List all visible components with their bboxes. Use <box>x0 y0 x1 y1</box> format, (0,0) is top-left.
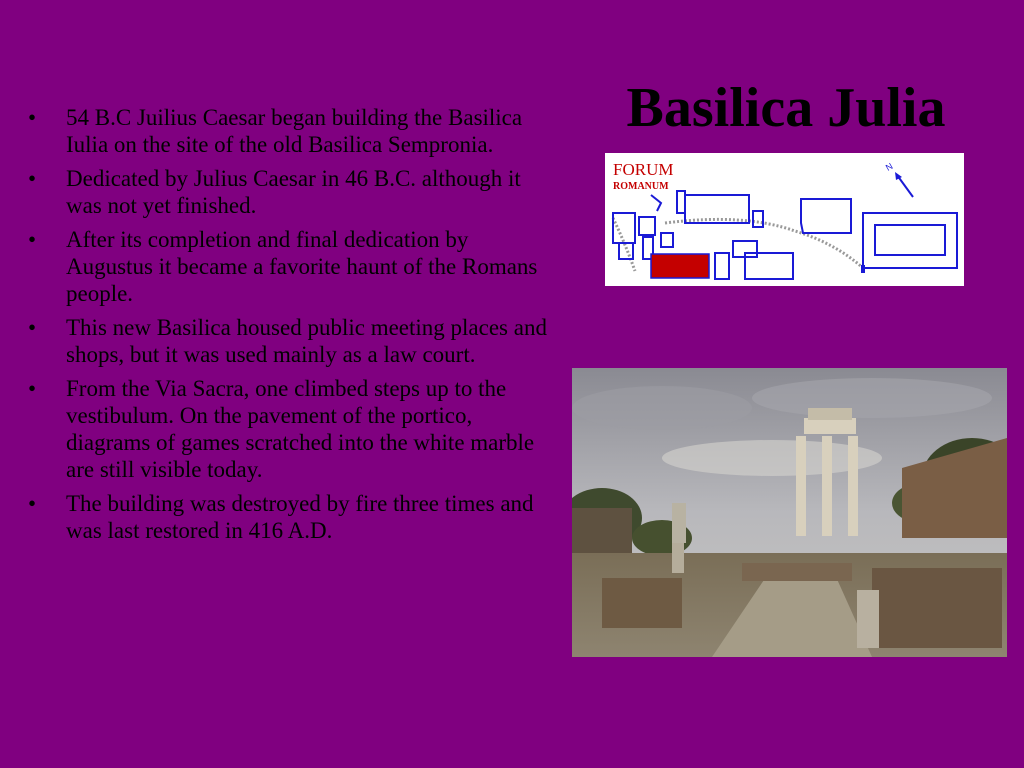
map-label-romanum: ROMANUM <box>613 181 669 192</box>
forum-ruins-photo <box>572 368 1007 657</box>
bullet-item: • Dedicated by Julius Caesar in 46 B.C. although it was not yet finished. <box>28 165 550 219</box>
north-arrow-icon <box>884 161 913 197</box>
slide-title: Basilica Julia <box>626 77 946 139</box>
bullet-item: • This new Basilica housed public meeting places and shops, but it was used mainly as a law court. <box>28 314 550 368</box>
basilica-julia-highlight <box>651 254 709 278</box>
bullet-item: • From the Via Sacra, one climbed steps up to the vestibulum. On the pavement of the portico, diagrams of games scratched into the white marble are still visible today. <box>28 375 550 483</box>
forum-map-image <box>605 153 964 286</box>
bullet-list <box>28 104 550 551</box>
svg-text:N: N <box>883 160 895 173</box>
bullet-item: • The building was destroyed by fire three times and was last restored in 416 A.D. <box>28 490 550 544</box>
bullet-item: • After its completion and final dedication by Augustus it became a favorite haunt of the Romans people. <box>28 226 550 307</box>
map-label-forum: FORUM <box>613 160 674 179</box>
bullet-item: • 54 B.C Juilius Caesar began building the Basilica Iulia on the site of the old Basilica Sempronia. <box>28 104 550 158</box>
